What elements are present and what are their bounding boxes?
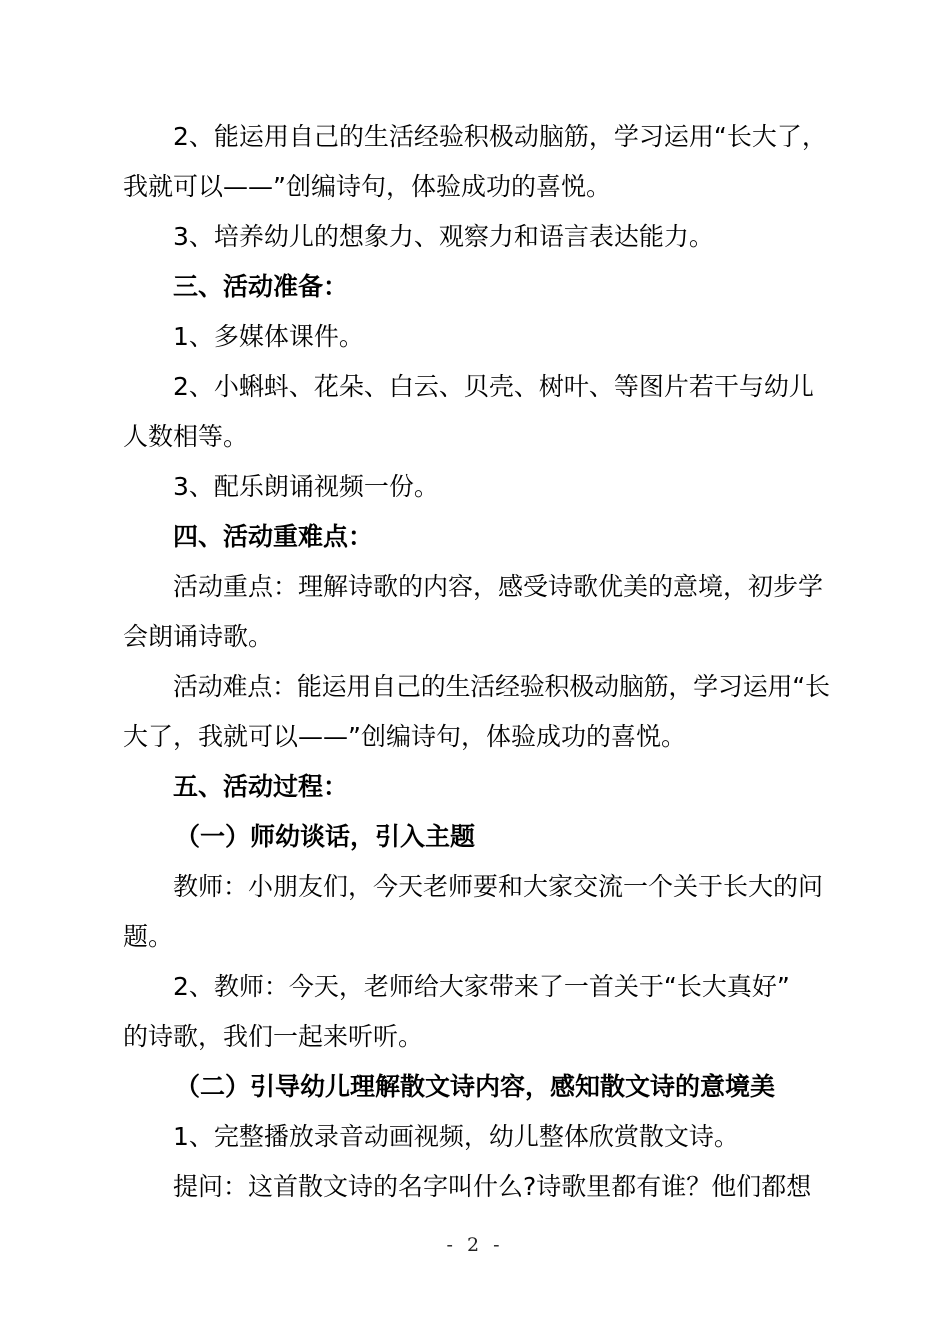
paragraph-line: 我就可以——”创编诗句，体验成功的喜悦。 bbox=[123, 172, 611, 201]
paragraph-line: 3、培养幼儿的想象力、观察力和语言表达能力。 bbox=[173, 222, 714, 251]
section-heading: 三、活动准备： bbox=[173, 272, 349, 301]
paragraph-line: 的诗歌，我们一起来听听。 bbox=[123, 1022, 424, 1051]
paragraph-line: 2、小蝌蚪、花朵、白云、贝壳、树叶、等图片若干与幼儿 bbox=[173, 372, 814, 401]
section-heading: 四、活动重难点： bbox=[173, 522, 374, 551]
paragraph-line: 1、多媒体课件。 bbox=[173, 322, 364, 351]
paragraph-line: 1、完整播放录音动画视频，幼儿整体欣赏散文诗。 bbox=[173, 1122, 739, 1151]
paragraph-line: 大了，我就可以——”创编诗句，体验成功的喜悦。 bbox=[123, 722, 686, 751]
subsection-heading: （一）师幼谈话，引入主题 bbox=[175, 822, 476, 851]
paragraph-line: 2、能运用自己的生活经验积极动脑筋，学习运用“长大了， bbox=[173, 122, 827, 151]
paragraph-line: 题。 bbox=[123, 922, 174, 951]
paragraph-line: 教师：小朋友们，今天老师要和大家交流一个关于长大的问 bbox=[173, 872, 824, 901]
section-heading: 五、活动过程： bbox=[173, 772, 349, 801]
paragraph-line: 活动重点：理解诗歌的内容，感受诗歌优美的意境，初步学 bbox=[173, 572, 824, 601]
paragraph-line: 提问：这首散文诗的名字叫什么?诗歌里都有谁？他们都想 bbox=[173, 1172, 812, 1201]
paragraph-line: 人数相等。 bbox=[123, 422, 249, 451]
paragraph-line: 活动难点：能运用自己的生活经验积极动脑筋，学习运用“长 bbox=[173, 672, 830, 701]
subsection-heading: （二）引导幼儿理解散文诗内容，感知散文诗的意境美 bbox=[175, 1072, 776, 1101]
paragraph-line: 2、教师：今天，老师给大家带来了一首关于“长大真好” bbox=[173, 972, 790, 1001]
paragraph-line: 3、配乐朗诵视频一份。 bbox=[173, 472, 439, 501]
page-number: - 2 - bbox=[446, 1234, 504, 1256]
paragraph-line: 会朗诵诗歌。 bbox=[123, 622, 274, 651]
